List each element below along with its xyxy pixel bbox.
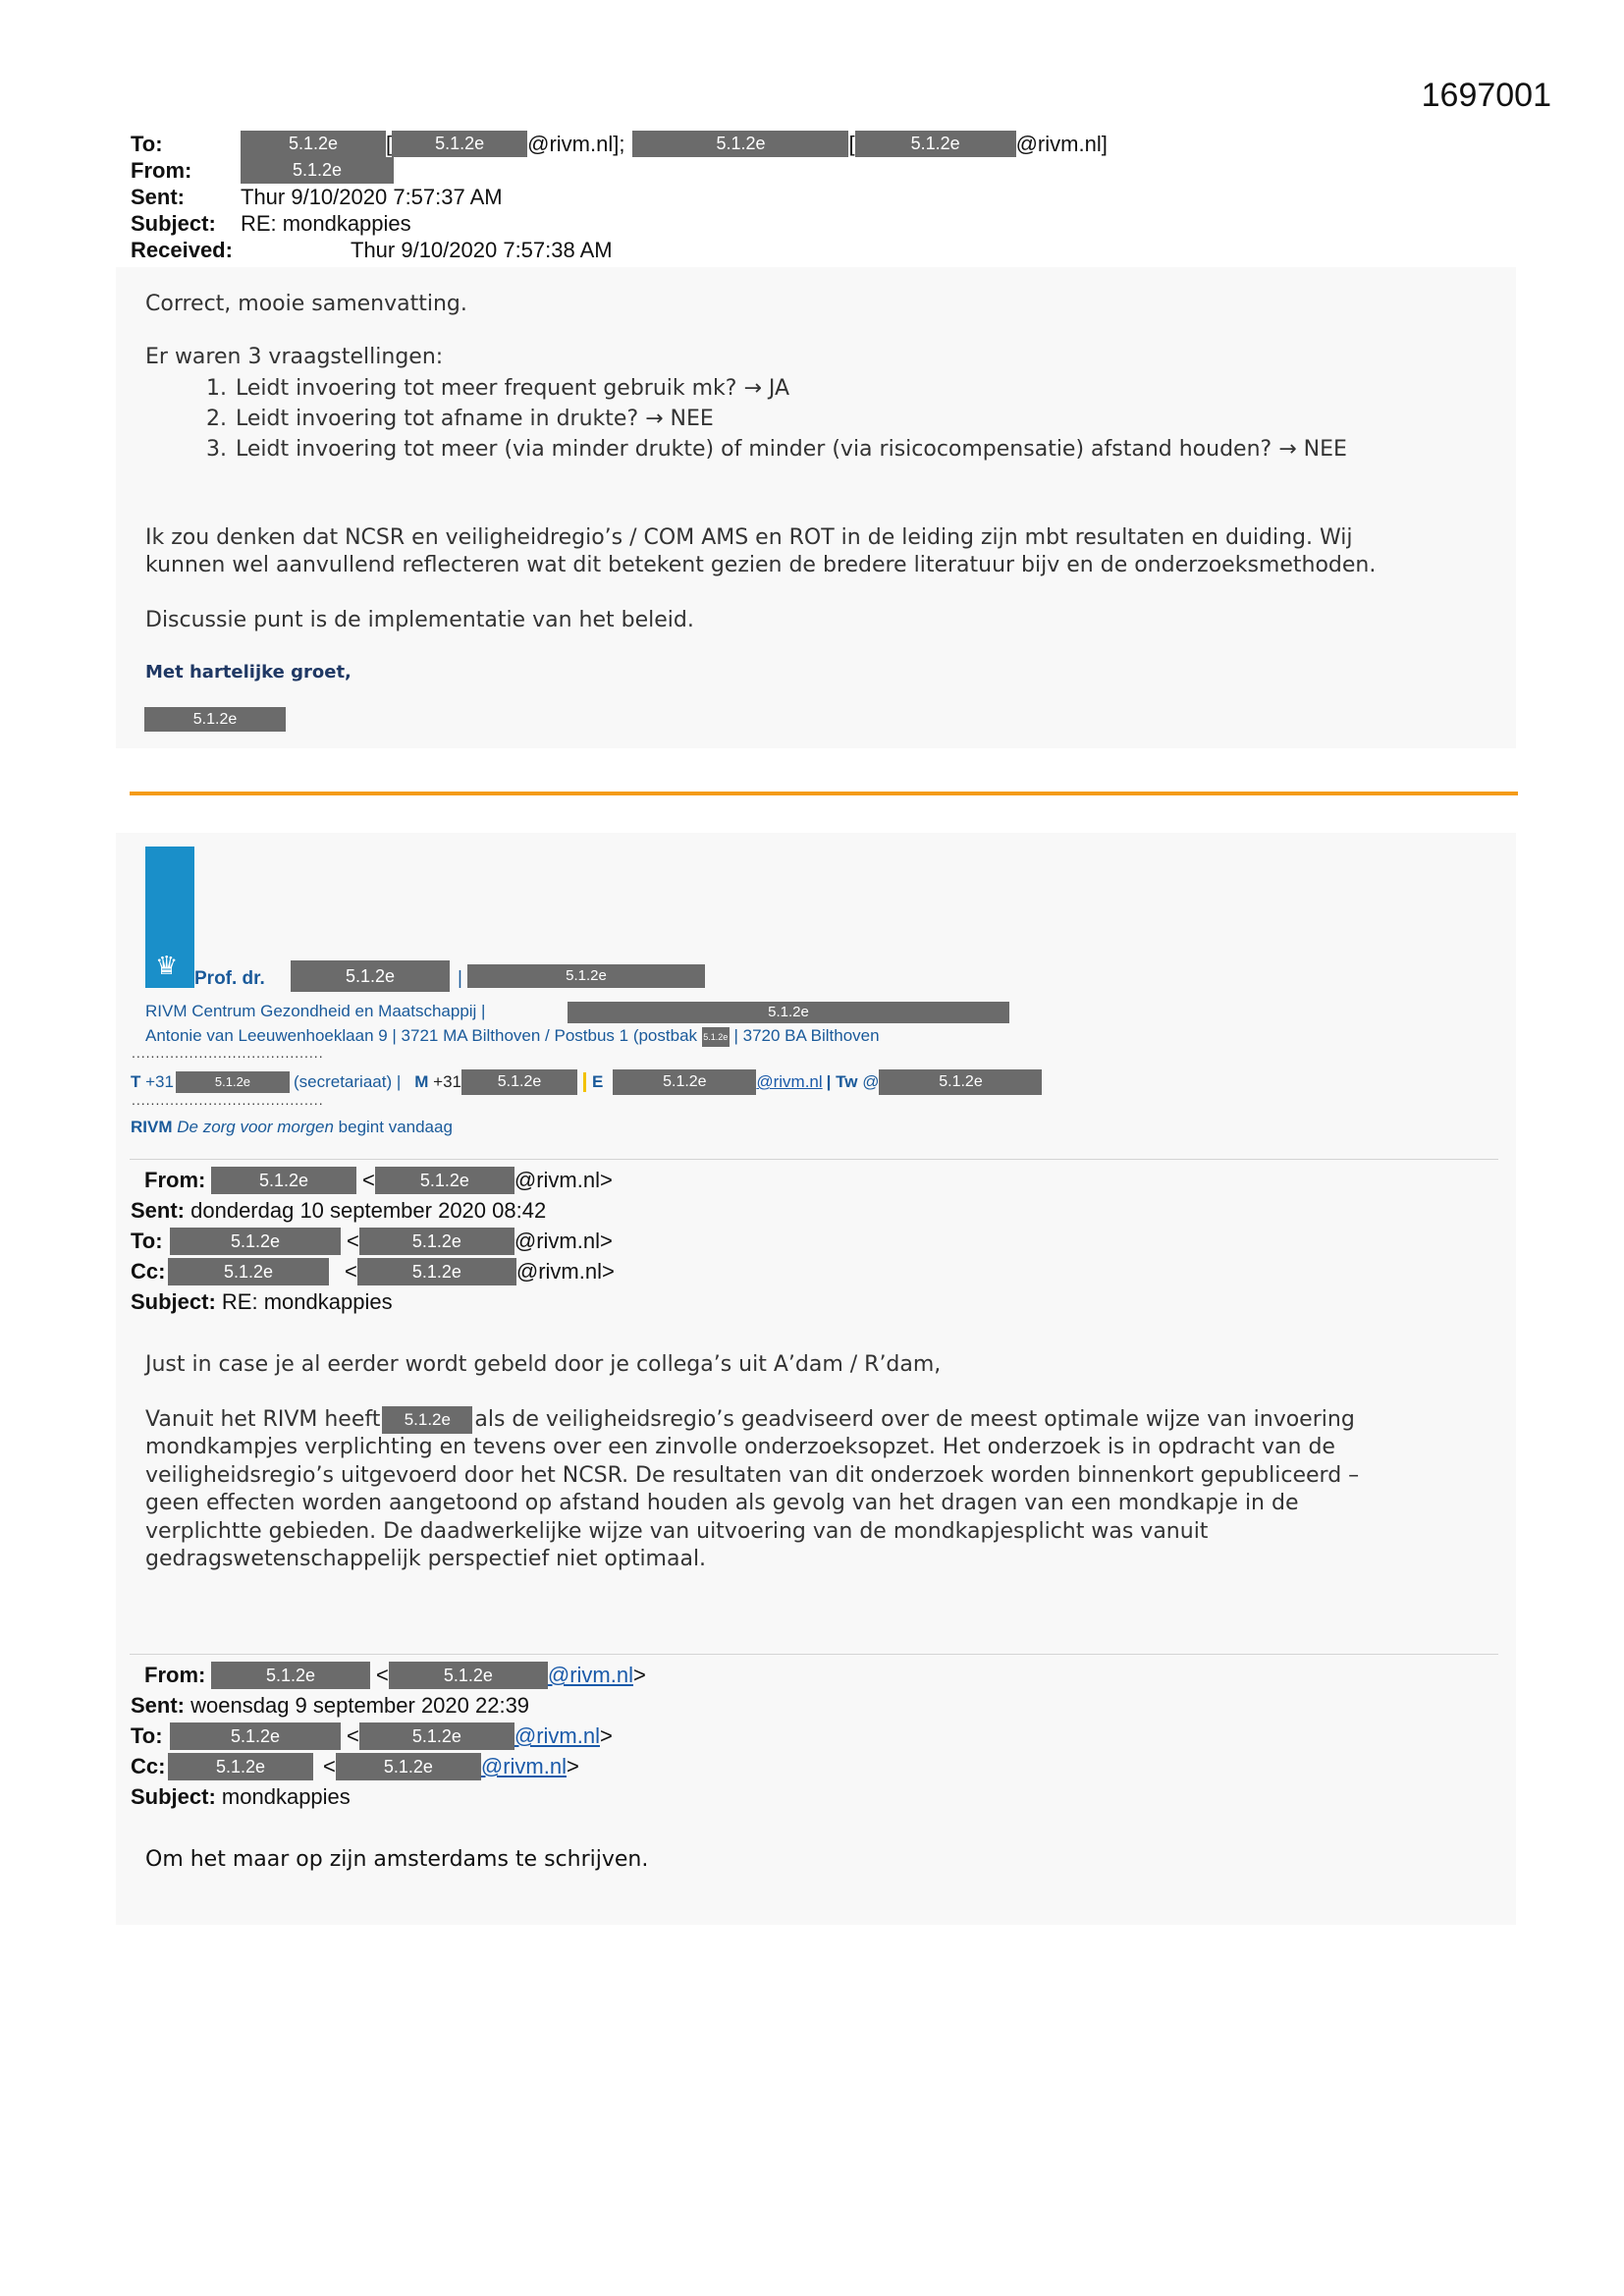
redaction: 5.1.2e bbox=[568, 1002, 1009, 1023]
received-row bbox=[131, 237, 1108, 263]
from-label: From: bbox=[131, 158, 192, 183]
mail2-body-line: geen effecten worden aangetoond op afstand houden als gevolg van het dragen van een mondkapje in de bbox=[145, 1491, 1299, 1515]
from-row: From: 5.1.2e < 5.1.2e @rivm.nl> bbox=[144, 1168, 613, 1192]
sig-address: Antonie van Leeuwenhoeklaan 9 | 3721 MA Bilthoven / Postbus 1 (postbak 5.1.2e | 3720 BA Bilthoven bbox=[145, 1026, 880, 1045]
redaction: 5.1.2e bbox=[170, 1722, 341, 1750]
header-separator bbox=[130, 1654, 1498, 1655]
sig-phone-row: T +31 5.1.2e (secretariaat) | M +31 5.1.2e E 5.1.2e @rivm.nl | Tw @ 5.1.2e bbox=[131, 1069, 1042, 1095]
redaction: 5.1.2e bbox=[357, 1258, 516, 1285]
received-label: Received: bbox=[131, 238, 233, 262]
subject-row: Subject: mondkappies bbox=[131, 1784, 351, 1809]
crown-icon: ♛ bbox=[155, 951, 179, 980]
email-link[interactable]: @rivm.nl bbox=[514, 1723, 600, 1748]
subject-value: RE: mondkappies bbox=[241, 211, 411, 236]
sent-value: Thur 9/10/2020 7:57:37 AM bbox=[241, 185, 503, 209]
redaction: 5.1.2e bbox=[176, 1071, 290, 1093]
t-label: T bbox=[131, 1072, 141, 1091]
redaction: 5.1.2e bbox=[632, 131, 848, 157]
subject-row bbox=[131, 210, 1108, 237]
to-row: To: 5.1.2e < 5.1.2e @rivm.nl> bbox=[131, 1229, 613, 1253]
redaction: 5.1.2e bbox=[359, 1228, 514, 1255]
redaction: 5.1.2e bbox=[382, 1406, 472, 1434]
separator-dots: ........................................ bbox=[132, 1092, 324, 1108]
redaction: 5.1.2e bbox=[467, 964, 705, 988]
to-row: To: 5.1.2e < 5.1.2e @rivm.nl > bbox=[131, 1721, 646, 1751]
pipe: | bbox=[458, 968, 462, 989]
redaction: 5.1.2e bbox=[170, 1228, 341, 1255]
sent-row bbox=[131, 184, 1108, 210]
subject-label: Subject: bbox=[131, 211, 216, 236]
redaction: 5.1.2e bbox=[241, 157, 394, 184]
m-label: M bbox=[414, 1072, 429, 1091]
email-header bbox=[131, 131, 1108, 263]
e-label: E bbox=[592, 1072, 604, 1091]
mail2-body bbox=[145, 1434, 1359, 1574]
mail2-body-line: gedragswetenschappelijk perspectief niet optimaal. bbox=[145, 1547, 707, 1571]
sig-tagline: RIVM De zorg voor morgen begint vandaag bbox=[131, 1118, 453, 1136]
mail3-header bbox=[131, 1660, 646, 1812]
redaction: 5.1.2e bbox=[211, 1167, 356, 1194]
cc-row: Cc: 5.1.2e < 5.1.2e @rivm.nl > bbox=[131, 1751, 646, 1781]
sent-label: Sent: bbox=[131, 185, 185, 209]
bracket: [ bbox=[386, 132, 393, 156]
email-link[interactable]: @rivm.nl bbox=[480, 1754, 567, 1778]
email-link[interactable]: @rivm.nl bbox=[756, 1072, 823, 1091]
redaction: 5.1.2e bbox=[613, 1069, 756, 1095]
redaction: 5.1.2e bbox=[375, 1167, 514, 1194]
mail2-header bbox=[131, 1165, 615, 1317]
closing: Met hartelijke groet, bbox=[145, 662, 352, 683]
redaction: 5.1.2e bbox=[389, 1662, 548, 1689]
mail3-body: Om het maar op zijn amsterdams te schrijven. bbox=[145, 1847, 649, 1872]
question-list bbox=[206, 373, 1347, 465]
separator-dots: ........................................ bbox=[132, 1045, 324, 1061]
subject-row: Subject: RE: mondkappies bbox=[131, 1289, 393, 1314]
header-separator bbox=[130, 1159, 1498, 1160]
to-row bbox=[131, 131, 1108, 157]
mail2-body-line: mondkampjes verplichting en tevens over een zinvolle onderzoeksopzet. Het onderzoek is in opdracht van de bbox=[145, 1435, 1335, 1459]
paragraph: Discussie punt is de implementatie van het beleid. bbox=[145, 608, 694, 632]
redaction: 5.1.2e bbox=[855, 131, 1016, 157]
mail2-body-line: Vanuit het RIVM heeft 5.1.2e als de veiligheidsregio’s geadviseerd over de meest optimale wijze van invoering bbox=[145, 1407, 1355, 1432]
from-row bbox=[131, 157, 1108, 184]
redaction: 5.1.2e bbox=[241, 131, 386, 157]
redaction: 5.1.2e bbox=[392, 131, 527, 157]
paragraph-line: Ik zou denken dat NCSR en veiligheidregio’s / COM AMS en ROT in de leiding zijn mbt resultaten en duiding. Wij bbox=[145, 525, 1353, 550]
bracket: [ bbox=[848, 132, 855, 156]
redaction: 5.1.2e bbox=[879, 1069, 1042, 1095]
redaction: 5.1.2e bbox=[336, 1753, 481, 1780]
redaction: 5.1.2e bbox=[702, 1027, 730, 1047]
sig-title: Prof. dr. bbox=[194, 968, 265, 989]
redaction: 5.1.2e bbox=[291, 960, 450, 992]
cc-row: Cc: 5.1.2e < 5.1.2e @rivm.nl> bbox=[131, 1259, 615, 1284]
from-row: From: 5.1.2e < 5.1.2e @rivm.nl > bbox=[131, 1660, 646, 1690]
reply-body-panel bbox=[116, 267, 1516, 748]
redaction: 5.1.2e bbox=[359, 1722, 514, 1750]
email-domain: @rivm.nl]; bbox=[527, 132, 625, 156]
question-item: 3. Leidt invoering tot meer (via minder drukte) of minder (via risicocompensatie) afstand houden? → NEE bbox=[206, 437, 1347, 462]
received-value: Thur 9/10/2020 7:57:38 AM bbox=[351, 238, 613, 262]
separator bbox=[583, 1072, 586, 1092]
email-link[interactable]: @rivm.nl bbox=[547, 1663, 633, 1687]
mail2-body-line: veiligheidsregio’s uitgevoerd door het NCSR. De resultaten van dit onderzoek worden binnenkort gepubliceerd – bbox=[145, 1462, 1360, 1488]
redaction: 5.1.2e bbox=[168, 1258, 329, 1285]
redaction: 5.1.2e bbox=[211, 1662, 370, 1689]
redaction: 5.1.2e bbox=[144, 707, 286, 732]
document-id: 1697001 bbox=[1421, 77, 1551, 114]
redaction: 5.1.2e bbox=[461, 1069, 577, 1095]
intro: Er waren 3 vraagstellingen: bbox=[145, 345, 444, 369]
divider-line bbox=[130, 792, 1518, 795]
sent-row: Sent: donderdag 10 september 2020 08:42 bbox=[131, 1198, 547, 1223]
sig-org: RIVM Centrum Gezondheid en Maatschappij | bbox=[145, 1002, 486, 1020]
redaction: 5.1.2e bbox=[168, 1753, 313, 1780]
email-domain: @rivm.nl] bbox=[1015, 132, 1108, 156]
greeting: Correct, mooie samenvatting. bbox=[145, 292, 467, 316]
rivm-logo bbox=[145, 847, 194, 988]
paragraph-line: kunnen wel aanvullend reflecteren wat dit betekent gezien de bredere literatuur bijv en de onderzoeksmethoden. bbox=[145, 553, 1377, 577]
mail2-body-line: Just in case je al eerder wordt gebeld door je collega’s uit A’dam / R’dam, bbox=[145, 1352, 942, 1377]
sent-row: Sent: woensdag 9 september 2020 22:39 bbox=[131, 1693, 530, 1718]
mail2-body-line: verplichtte gebieden. De daadwerkelijke wijze van uitvoering van de mondkapjesplicht was vanuit bbox=[145, 1518, 1209, 1544]
question-item: 1. Leidt invoering tot meer frequent gebruik mk? → JA bbox=[206, 376, 790, 401]
question-item: 2. Leidt invoering tot afname in drukte? → NEE bbox=[206, 407, 714, 431]
to-label: To: bbox=[131, 132, 163, 156]
